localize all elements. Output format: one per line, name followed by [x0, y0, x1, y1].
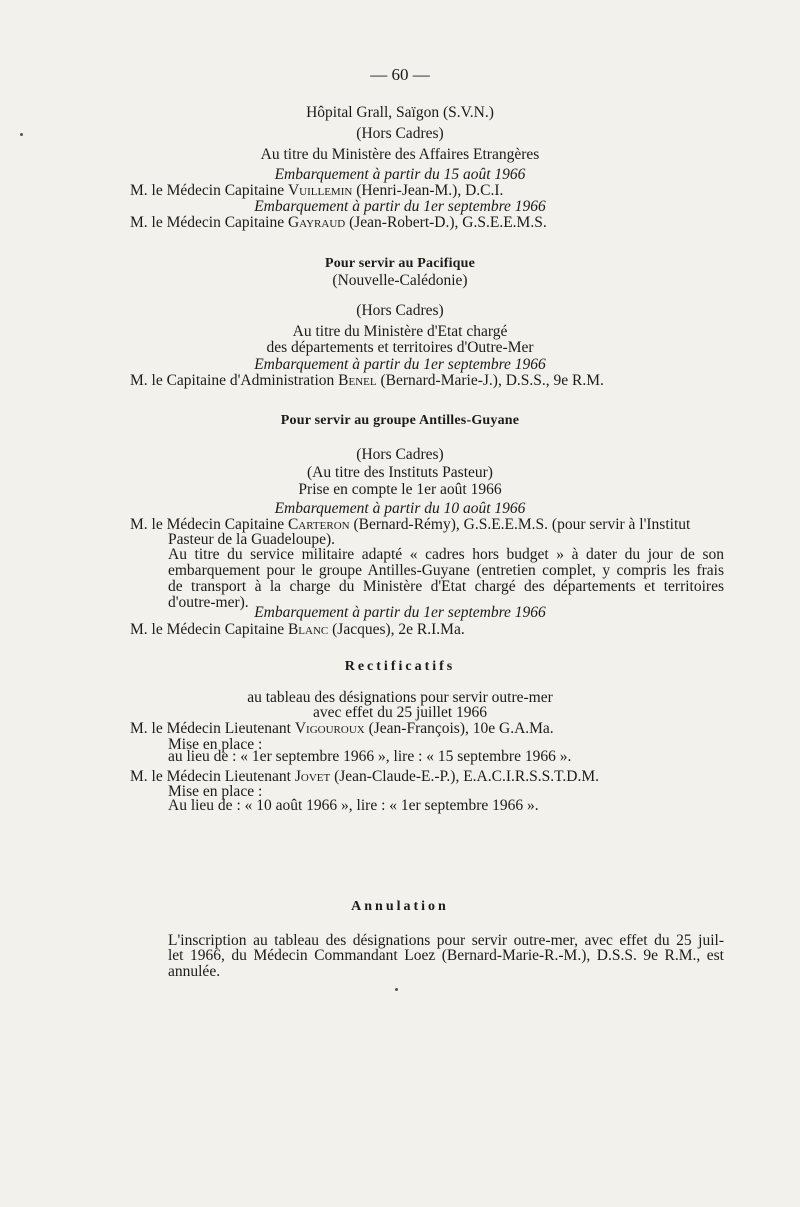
person-surname: Benel	[338, 372, 377, 389]
person-title: M. le Médecin Capitaine	[130, 516, 285, 533]
person-title: M. le Médecin Lieutenant	[130, 768, 291, 785]
person-title: M. le Médecin Lieutenant	[130, 720, 291, 737]
antilles-person-1-line-5: de transport à la charge du Ministère d'Etat chargé des départements et territoires	[168, 578, 724, 595]
person-details: (Jean-François), 10e G.A.Ma.	[368, 720, 554, 737]
antilles-person-1-line-3: Au titre du service militaire adapté « cadres hors budget » à dater du jour de son	[168, 546, 724, 563]
annulation-line-3: annulée.	[168, 963, 221, 980]
person-title: M. le Médecin Capitaine	[130, 182, 285, 199]
hospital-person-2	[130, 214, 547, 232]
scan-speck	[395, 988, 398, 991]
antilles-embarkation-2: Embarquement à partir du 1er septembre 1966	[254, 604, 546, 621]
rectificatifs-heading: Rectificatifs	[344, 659, 456, 674]
antilles-person-1-line-4: embarquement pour le groupe Antilles-Guyane (entretien complet, y compris les frais	[168, 562, 724, 579]
antilles-instituts: (Au titre des Instituts Pasteur)	[307, 464, 493, 481]
pacifique-embarkation: Embarquement à partir du 1er septembre 1966	[254, 356, 546, 373]
scan-speck	[20, 133, 23, 136]
pacifique-hors-cadres: (Hors Cadres)	[356, 302, 444, 319]
person-details: (Henri-Jean-M.), D.C.I.	[356, 182, 504, 199]
antilles-prise-en-compte: Prise en compte le 1er août 1966	[298, 481, 502, 498]
hospital-embarkation-1: Embarquement à partir du 15 août 1966	[274, 166, 526, 183]
antilles-hors-cadres: (Hors Cadres)	[356, 446, 444, 463]
person-title: M. le Médecin Capitaine	[130, 214, 285, 231]
pacifique-subheading: (Nouvelle-Calédonie)	[332, 272, 468, 289]
person-surname: Blanc	[287, 621, 329, 638]
pacifique-ministry-1: Au titre du Ministère d'Etat chargé	[292, 323, 508, 340]
person-details: (Jacques), 2e R.I.Ma.	[332, 621, 465, 638]
hospital-embarkation-2: Embarquement à partir du 1er septembre 1966	[254, 198, 546, 215]
rectificatif-2-change: Au lieu de : « 10 août 1966 », lire : « 1er septembre 1966 ».	[168, 797, 539, 814]
rectificatif-1-change: au lieu de : « 1er septembre 1966 », lire : « 15 septembre 1966 ».	[168, 748, 572, 765]
antilles-person-2	[130, 621, 465, 639]
antilles-heading: Pour servir au groupe Antilles-Guyane	[280, 413, 520, 428]
pacifique-ministry-2: des départements et territoires d'Outre-Mer	[266, 339, 534, 356]
rectificatifs-intro-2: avec effet du 25 juillet 1966	[312, 704, 488, 721]
person-details: (Bernard-Rémy), G.S.E.E.M.S. (pour servir à l'Institut	[353, 516, 691, 533]
rectificatif-2-mise-en-place: Mise en place :	[168, 783, 263, 800]
person-details: (Jean-Robert-D.), G.S.E.E.M.S.	[349, 214, 547, 231]
person-surname: Vigouroux	[294, 720, 365, 737]
person-details: (Bernard-Marie-J.), D.S.S., 9e R.M.	[380, 372, 604, 389]
person-details: (Jean-Claude-E.-P.), E.A.C.I.R.S.S.T.D.M.	[334, 768, 600, 785]
hospital-title: Hôpital Grall, Saïgon (S.V.N.)	[306, 104, 494, 121]
pacifique-person	[130, 372, 604, 390]
rectificatif-1-mise-en-place: Mise en place :	[168, 736, 263, 753]
annulation-heading: Annulation	[351, 899, 449, 914]
annulation-line-1: L'inscription au tableau des désignations pour servir outre-mer, avec effet du 25 juil-	[168, 932, 724, 949]
person-title: M. le Médecin Capitaine	[130, 621, 285, 638]
antilles-person-1-line-6: d'outre-mer).	[168, 594, 249, 611]
antilles-embarkation-1: Embarquement à partir du 10 août 1966	[274, 500, 526, 517]
person-surname: Vuillemin	[287, 182, 353, 199]
person-surname: Carteron	[287, 516, 350, 533]
person-title: M. le Capitaine d'Administration	[130, 372, 335, 389]
person-surname: Jovet	[294, 768, 331, 785]
pacifique-heading: Pour servir au Pacifique	[324, 256, 476, 271]
rectificatifs-intro-1: au tableau des désignations pour servir outre-mer	[247, 689, 553, 706]
antilles-person-1-line-2: Pasteur de la Guadeloupe).	[168, 531, 335, 548]
annulation-line-2: let 1966, du Médecin Commandant Loez (Bernard-Marie-R.-M.), D.S.S. 9e R.M., est	[168, 947, 724, 964]
page-number: — 60 —	[370, 65, 430, 84]
hospital-ministry: Au titre du Ministère des Affaires Etrangères	[260, 146, 540, 163]
person-surname: Gayraud	[287, 214, 346, 231]
hospital-hors-cadres: (Hors Cadres)	[356, 125, 444, 142]
